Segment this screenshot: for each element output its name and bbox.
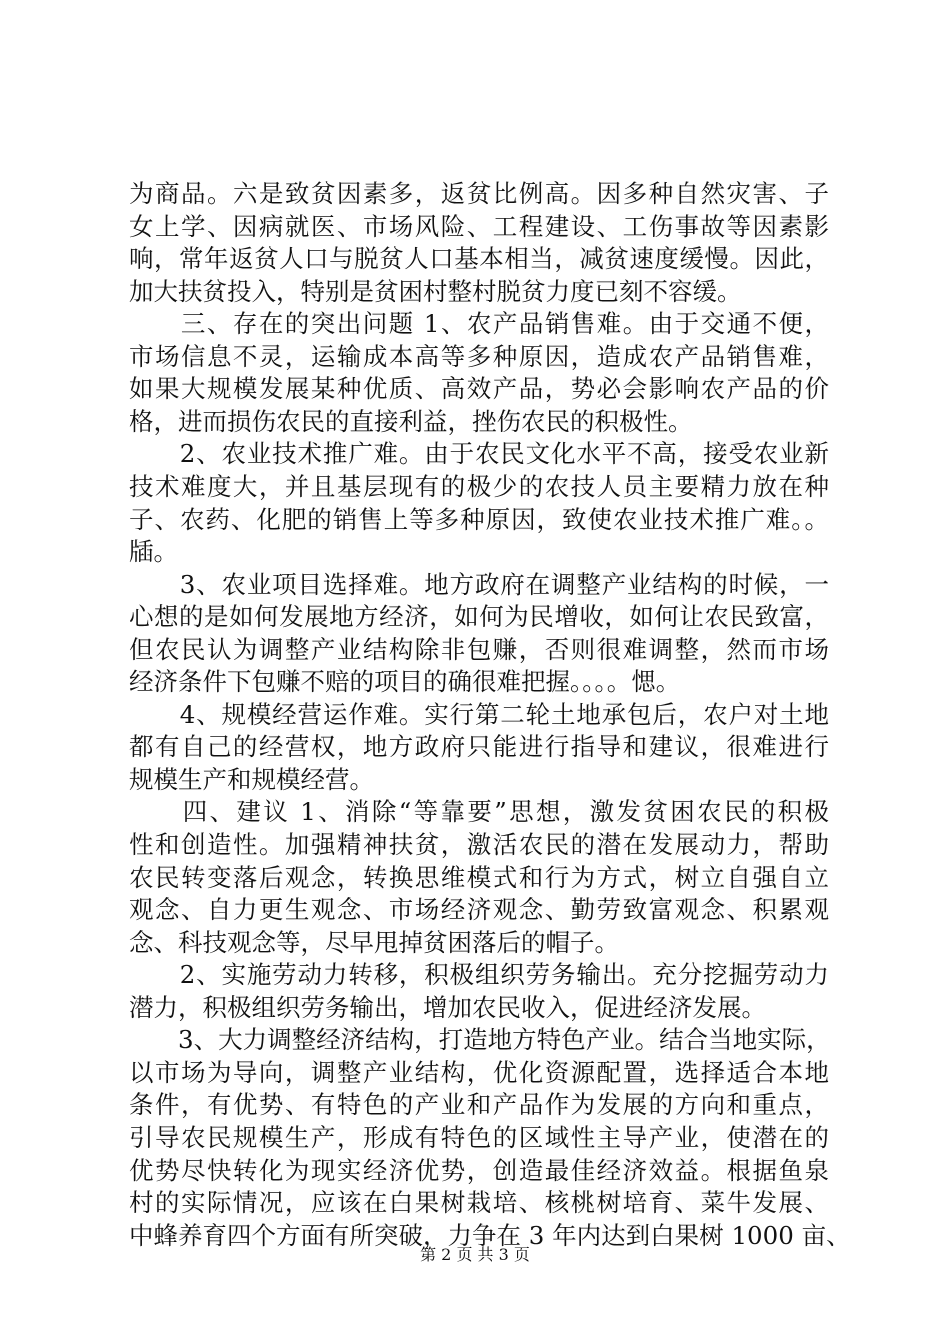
text-line: 心想的是如何发展地方经济，如何为民增收，如何让农民致富， — [129, 602, 829, 631]
text-line: 观念、自力更生观念、市场经济观念、勤劳致富观念、积累观 — [129, 895, 829, 924]
text-line: 3、农业项目选择难。地方政府在调整产业结构的时候，一 — [129, 570, 829, 599]
text-line: 女上学、因病就医、市场风险、工程建设、工伤事故等因素影 — [129, 212, 829, 241]
text-line: 村的实际情况，应该在白果树栽培、核桃树培育、菜牛发展、 — [129, 1188, 829, 1217]
text-line: 农民转变落后观念，转换思维模式和行为方式，树立自强自立 — [129, 863, 829, 892]
text-line: 牐。 — [129, 537, 178, 566]
text-line: 性和创造性。加强精神扶贫，激活农民的潜在发展动力，帮助 — [129, 830, 829, 859]
text-line: 格，进而损伤农民的直接利益，挫伤农民的积极性。 — [129, 407, 693, 436]
text-line: 潜力，积极组织劳务输出，增加农民收入，促进经济发展。 — [129, 993, 766, 1022]
text-line: 以市场为导向，调整产业结构，优化资源配置，选择适合本地 — [129, 1058, 829, 1087]
text-line: 3、大力调整经济结构，打造地方特色产业。结合当地实际， — [129, 1025, 831, 1054]
text-line: 技术难度大，并且基层现有的极少的农技人员主要精力放在种 — [129, 472, 829, 501]
text-line: 如果大规模发展某种优质、高效产品，势必会影响农产品的价 — [129, 374, 829, 403]
text-line: 4、规模经营运作难。实行第二轮土地承包后，农户对土地 — [129, 700, 829, 729]
text-line: 念、科技观念等，尽早甩掉贫困落后的帽子。 — [129, 928, 619, 957]
text-line: 2、农业技术推广难。由于农民文化水平不高，接受农业新 — [129, 439, 829, 468]
text-line: 优势尽快转化为现实经济优势，创造最佳经济效益。根据鱼泉 — [129, 1156, 829, 1185]
text-line: 经济条件下包赚不赔的项目的确很难把握。。。。愢。 — [129, 667, 681, 696]
text-line: 为商品。六是致贫因素多，返贫比例高。因多种自然灾害、子 — [129, 179, 829, 208]
text-line: 中蜂养育四个方面有所突破，力争在 3 年内达到白果树 1000 亩、 — [129, 1221, 851, 1250]
text-line: 都有自己的经营权，地方政府只能进行指导和建议，很难进行 — [129, 732, 829, 761]
text-line: 响，常年返贫人口与脱贫人口基本相当，减贫速度缓慢。因此， — [129, 244, 829, 273]
text-line: 三、存在的突出问题 1、农产品销售难。由于交通不便， — [129, 309, 829, 338]
text-line: 子、农药、化肥的销售上等多种原因，致使农业技术推广难。。 — [129, 505, 829, 534]
text-line: 规模生产和规模经营。 — [129, 765, 374, 794]
text-line: 2、实施劳动力转移，积极组织劳务输出。充分挖掘劳动力 — [129, 960, 829, 989]
text-line: 条件，有优势、有特色的产业和产品作为发展的方向和重点， — [129, 1090, 829, 1119]
page-number-footer: 第 2 页 共 3 页 — [420, 1245, 530, 1264]
text-line: 四、建议 1、消除“等靠要”思想，激发贫困农民的积极 — [129, 797, 829, 826]
text-line: 但农民认为调整产业结构除非包赚，否则很难调整，然而市场 — [129, 635, 829, 664]
text-line: 加大扶贫投入，特别是贫困村整村脱贫力度已刻不容缓。 — [129, 277, 742, 306]
text-line: 引导农民规模生产，形成有特色的区域性主导产业，使潜在的 — [129, 1123, 829, 1152]
text-line: 市场信息不灵，运输成本高等多种原因，造成农产品销售难， — [129, 342, 829, 371]
